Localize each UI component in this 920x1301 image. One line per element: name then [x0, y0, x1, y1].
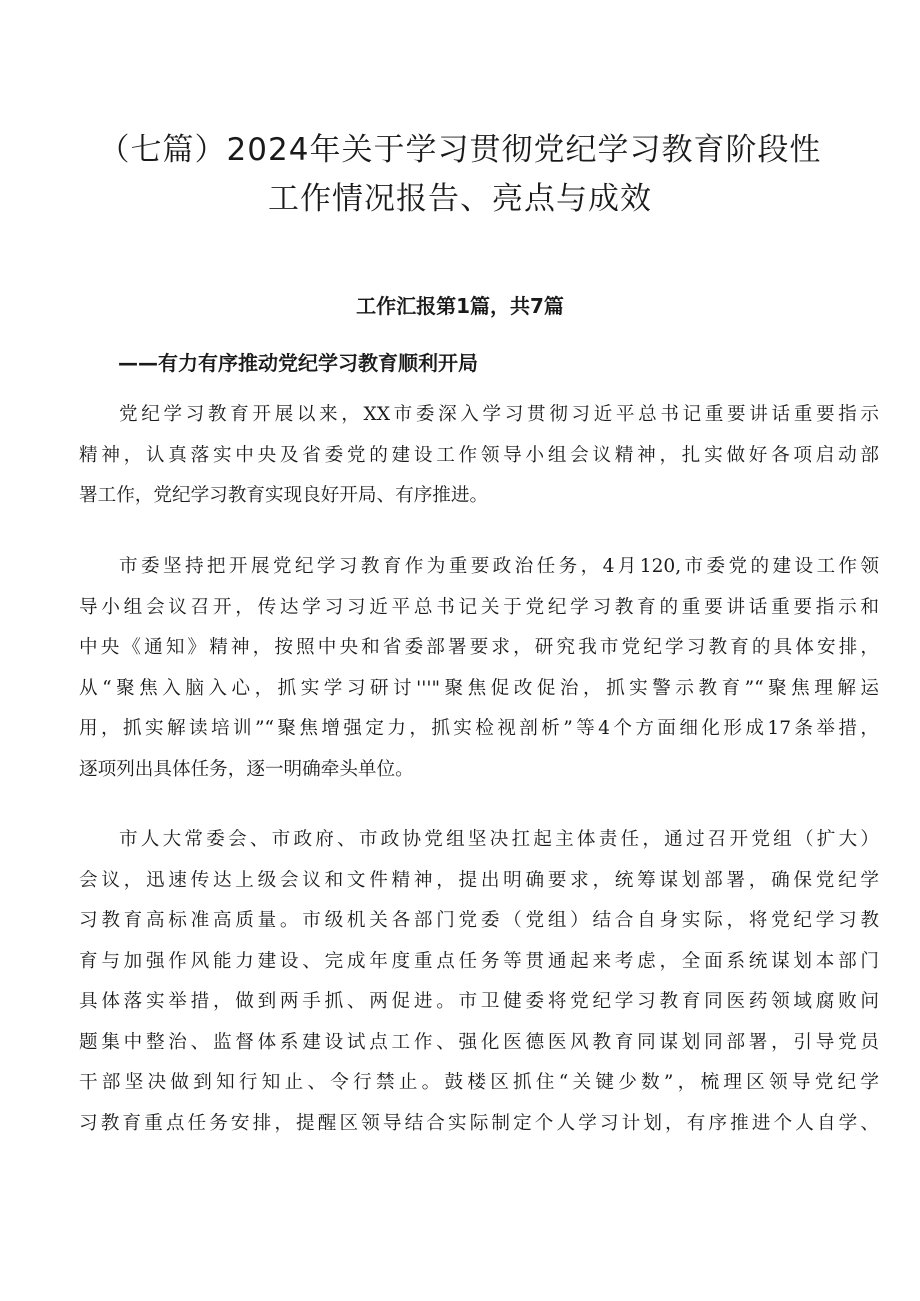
paragraph-line: 习教育高标准高质量。市级机关各部门党委（党组）结合自身实际，将党纪学习教 [79, 910, 879, 931]
paragraph-line: 育与加强作风能力建设、完成年度重点任务等贯通起来考虑，全面系统谋划本部门 [79, 950, 879, 972]
body-paragraph-3 [79, 820, 879, 1144]
paragraph-line: 从“聚焦入脑入心，抓实学习研讨'''"聚焦促改促治，抓实警示教育”“聚焦理解运 [79, 677, 879, 699]
paragraph-line: 用，抓实解读培训”“聚焦增强定力，抓实检视剖析”等4个方面细化形成17条举措， [79, 718, 879, 739]
paragraph-line: 习教育重点任务安排，提醒区领导结合实际制定个人学习计划，有序推进个人自学、 [79, 1112, 879, 1134]
body-paragraph-2 [79, 547, 879, 790]
paragraph-line: 逐项列出具体任务，逐一明确牵头单位。 [79, 758, 414, 780]
paragraph-line: 中央《通知》精神，按照中央和省委部署要求，研究我市党纪学习教育的具体安排， [79, 637, 879, 658]
paragraph-line: 党纪学习教育开展以来，XX市委深入学习贯彻习近平总书记重要讲话重要指示 [119, 404, 879, 425]
paragraph-line: 精神，认真落实中央及省委党的建设工作领导小组会议精神，扎实做好各项启动部 [79, 444, 879, 466]
section-heading: ——有力有序推动党纪学习教育顺利开局 [118, 351, 478, 375]
document-title-line-1: （七篇）2024年关于学习贯彻党纪学习教育阶段性 [98, 132, 822, 168]
body-paragraph-1 [79, 395, 879, 517]
paragraph-line: 具体落实举措，做到两手抓、两促进。市卫健委将党纪学习教育同医药领域腐败问 [79, 991, 879, 1012]
paragraph-line: 题集中整治、监督体系建设试点工作、强化医德医风教育同谋划同部署，引导党员 [79, 1031, 879, 1053]
paragraph-line: 市委坚持把开展党纪学习教育作为重要政治任务，4月120,市委党的建设工作领 [119, 556, 879, 577]
paragraph-line: 导小组会议召开，传达学习习近平总书记关于党纪学习教育的重要讲话重要指示和 [79, 596, 879, 618]
paragraph-line: 署工作，党纪学习教育实现良好开局、有序推进。 [79, 485, 489, 506]
paragraph-line: 市人大常委会、市政府、市政协党组坚决扛起主体责任，通过召开党组（扩大） [119, 829, 879, 850]
document-title-line-2: 工作情况报告、亮点与成效 [268, 181, 652, 217]
paragraph-line: 会议，迅速传达上级会议和文件精神，提出明确要求，统筹谋划部署，确保党纪学 [79, 869, 879, 891]
document-subtitle: 工作汇报第1篇，共7篇 [356, 294, 564, 318]
paragraph-line: 干部坚决做到知行知止、令行禁止。鼓楼区抓住“关键少数”，梳理区领导党纪学 [79, 1072, 879, 1093]
